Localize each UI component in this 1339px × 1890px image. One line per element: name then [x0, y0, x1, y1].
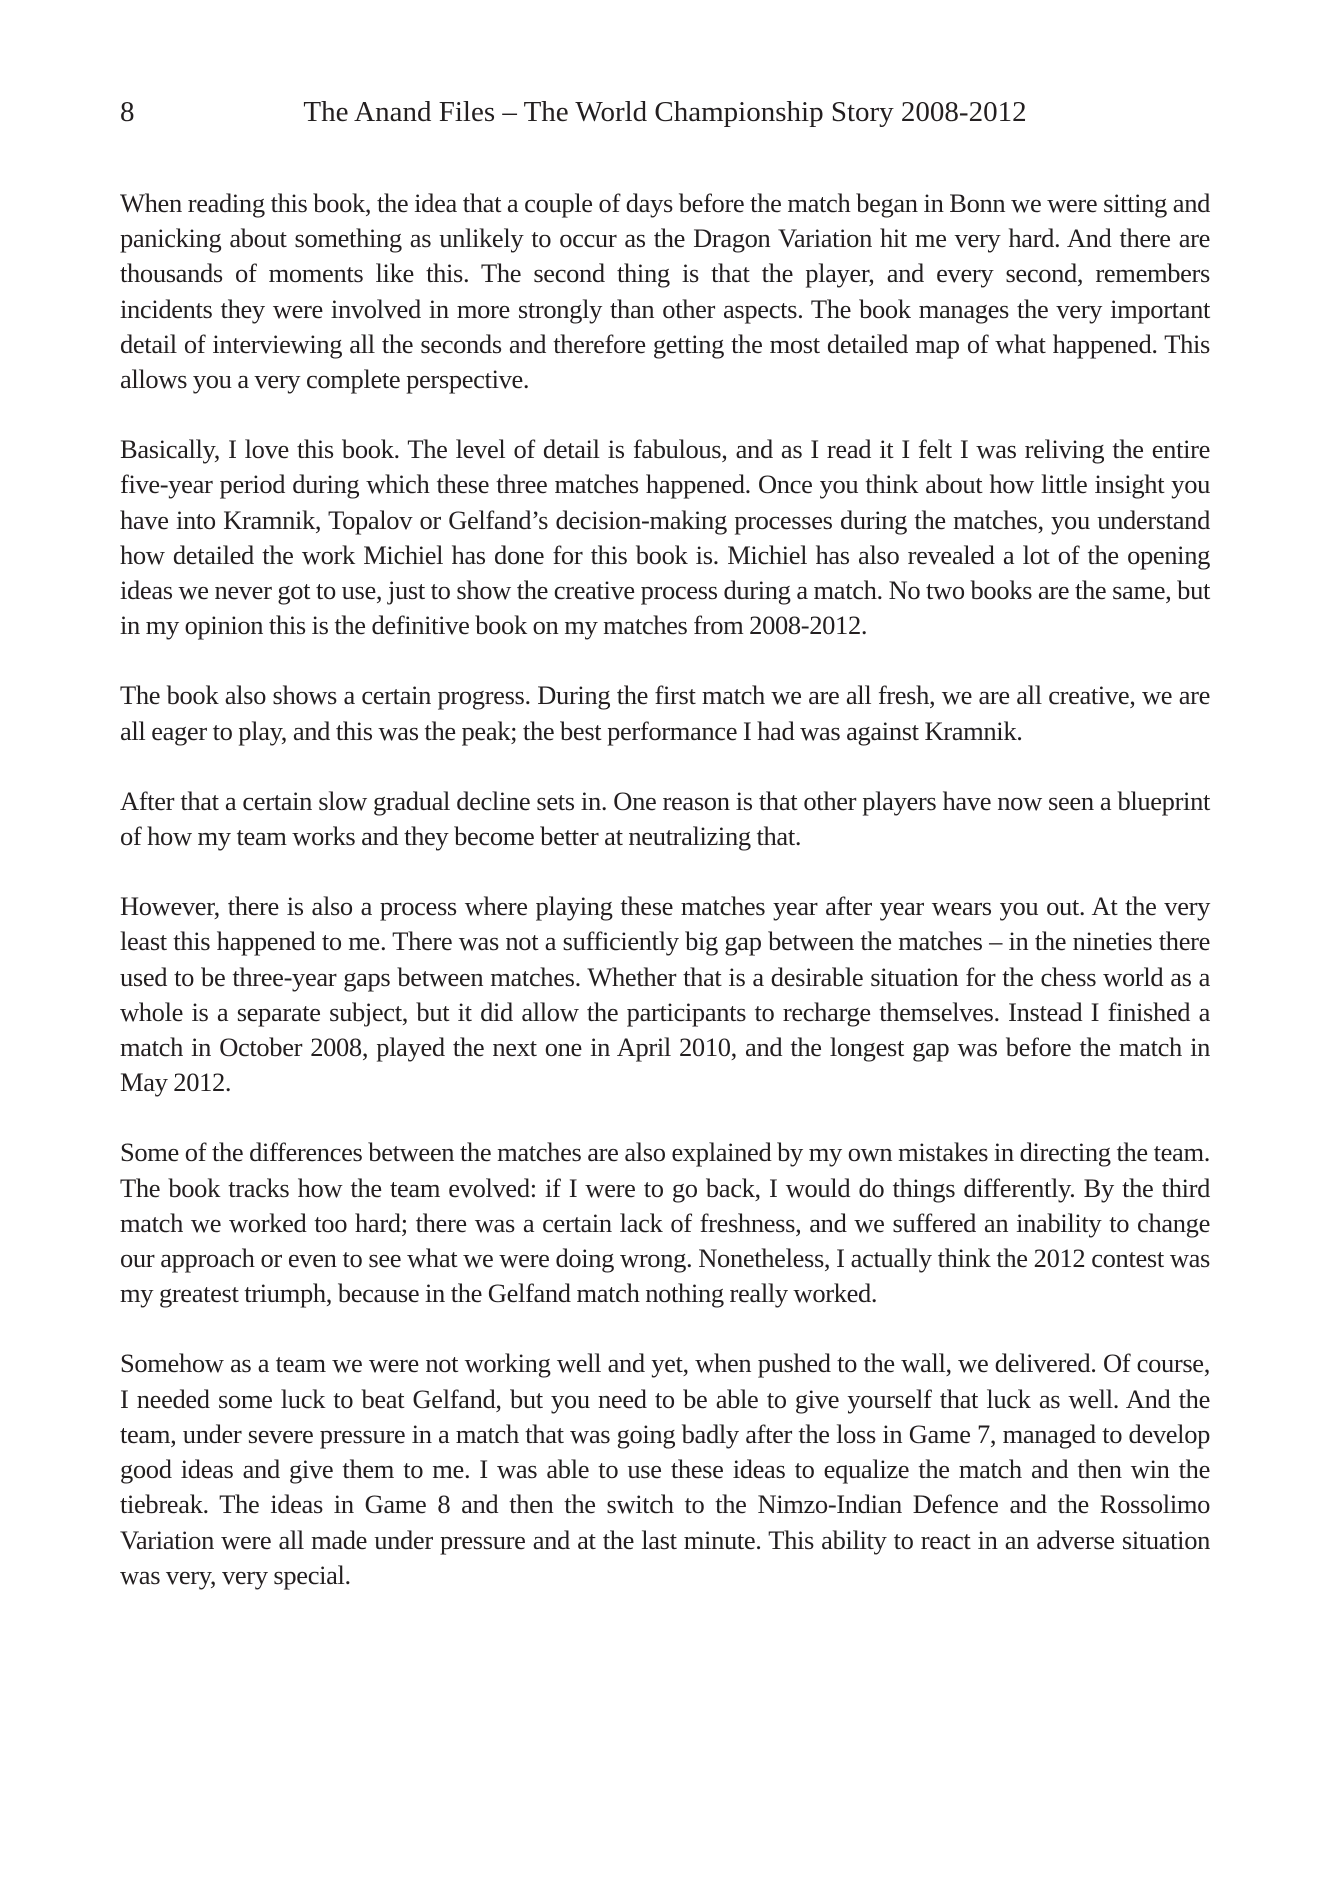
- running-header: [120, 92, 1210, 132]
- paragraph-4: After that a certain slow gradual decline sets in. One reason is that other players have now seen a blueprint of how my team works and they become better at neutralizing that.: [120, 785, 1210, 852]
- paragraph-1: When reading this book, the idea that a couple of days before the match began in Bonn we were sitting and panicking about something as unlikely to occur as the Dragon Variation hit me very hard. And there are thousands of moments like this. The second thing is that the player, and every second, remembers incidents they were involved in more strongly than other aspects. The book manages the very important detail of interviewing all the seconds and therefore getting the most detailed map of what happened. This allows you a very complete perspective.: [120, 188, 1210, 395]
- paragraph-5: However, there is also a process where playing these matches year after year wears you out. At the very least this happened to me. There was not a sufficiently big gap between the matches – in the nineties there used to be three-year gaps between matches. Whether that is a desirable situation for the chess world as a whole is a separate subject, but it did allow the participants to recharge themselves. Instead I finished a match in October 2008, played the next one in April 2010, and the longest gap was before the match in May 2012.: [120, 891, 1210, 1098]
- paragraph-7: Somehow as a team we were not working well and yet, when pushed to the wall, we delivered. Of course, I needed some luck to beat Gelfand, but you need to be able to give yourself that luck as well. And the team, under severe pressure in a match that was going badly after the loss in Game 7, managed to develop good ideas and give them to me. I was able to use these ideas to equalize the match and then win the tiebreak. The ideas in Game 8 and then the switch to the Nimzo-Indian Defence and the Rossolimo Variation were all made under pressure and at the last minute. This ability to react in an adverse situation was very, very special.: [120, 1348, 1210, 1590]
- paragraph-3: The book also shows a certain progress. During the first match we are all fresh, we are all creative, we are all eager to play, and this was the peak; the best performance I had was against Kramnik.: [120, 680, 1210, 746]
- paragraph-6: Some of the differences between the matches are also explained by my own mistakes in directing the team. The book tracks how the team evolved: if I were to go back, I would do things differently. By the third match we worked too hard; there was a certain lack of freshness, and we suffered an inability to change our approach or even to see what we were doing wrong. Nonetheless, I actually think the 2012 contest was my greatest triumph, because in the Gelfand match nothing really worked.: [120, 1137, 1210, 1309]
- page-number: 8: [120, 96, 135, 128]
- body-text: [120, 186, 1210, 1628]
- running-title: The Anand Files – The World Championship Story 2008-2012: [303, 96, 1027, 128]
- paragraph-2: Basically, I love this book. The level of detail is fabulous, and as I read it I felt I was reliving the entire five-year period during which these three matches happened. Once you think about how little insight you have into Kramnik, Topalov or Gelfand’s decision-making processes during the matches, you understand how detailed the work Michiel has done for this book is. Michiel has also revealed a lot of the opening ideas we never got to use, just to show the creative process during a match. No two books are the same, but in my opinion this is the definitive book on my matches from 2008-2012.: [120, 434, 1210, 641]
